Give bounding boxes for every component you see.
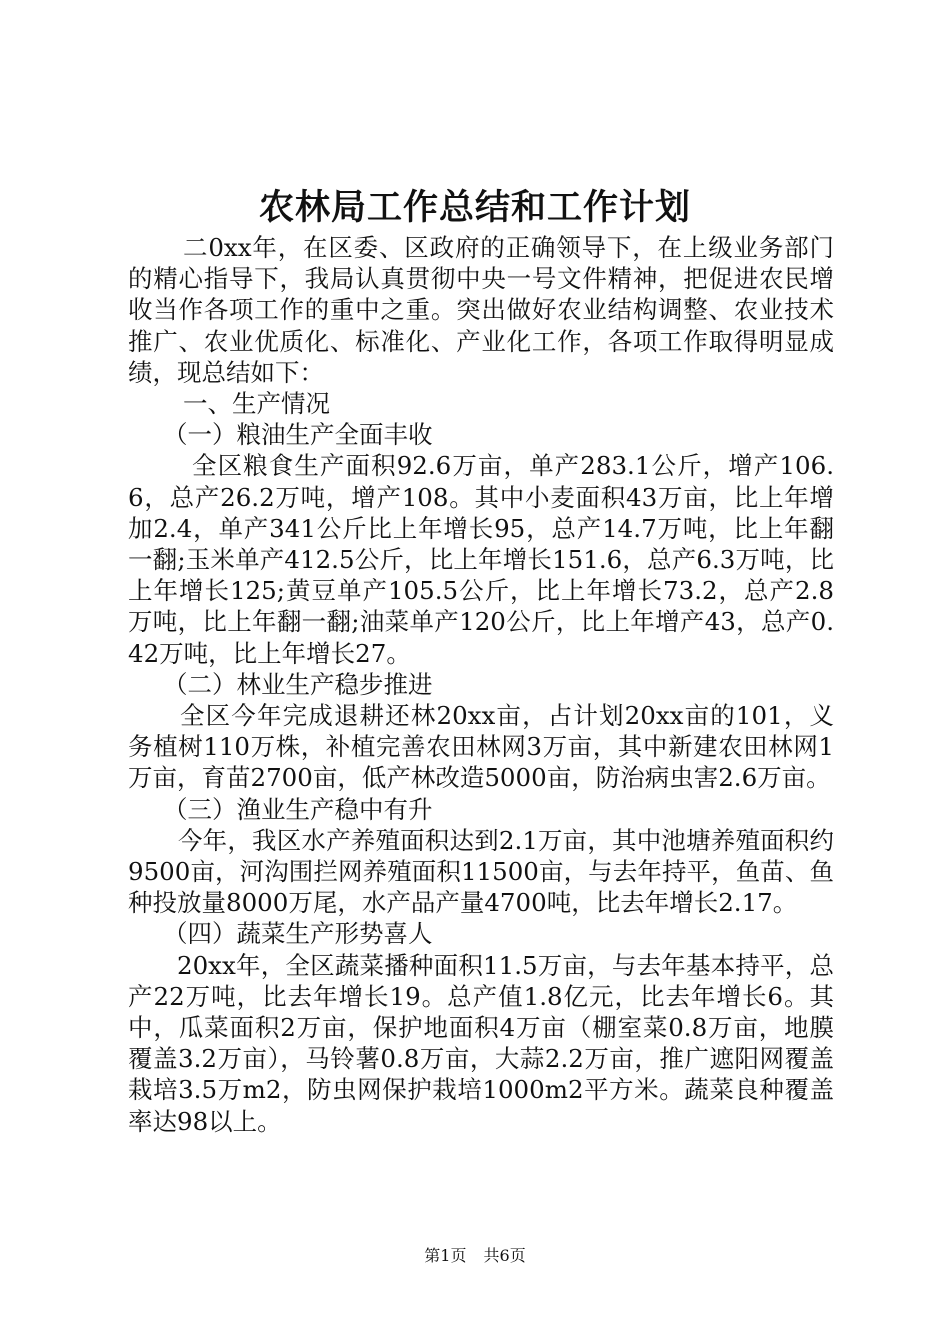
subsection-heading-vegetable: （四）蔬菜生产形势喜人 — [163, 919, 433, 949]
forestry-paragraph: 全区今年完成退耕还林20xx亩，占计划20xx亩的101，义务植树110万株，补植完善农田林网3万亩，其中新建农田林网1万亩，育苗2700亩，低产林改造5000亩，防治病虫害2.6万亩。 — [128, 701, 834, 793]
intro-paragraph: 二0xx年，在区委、区政府的正确领导下，在上级业务部门的精心指导下，我局认真贯彻中央一号文件精神，把促进农民增收当作各项工作的重中之重。突出做好农业结构调整、农业技术推广、农业优质化、标准化、产业化工作，各项工作取得明显成绩，现总结如下： — [128, 233, 834, 387]
page-number: 第1页 — [424, 1246, 467, 1265]
subsection-heading-grain: （一）粮油生产全面丰收 — [163, 420, 433, 450]
subsection-heading-fishery: （三）渔业生产稳中有升 — [163, 794, 433, 824]
document-body — [128, 232, 834, 1137]
page-total: 共6页 — [483, 1246, 526, 1265]
section-heading-production: 一、生产情况 — [183, 389, 330, 419]
document-title: 农林局工作总结和工作计划 — [258, 187, 691, 228]
vegetable-paragraph: 20xx年，全区蔬菜播种面积11.5万亩，与去年基本持平，总产22万吨，比去年增长19。总产值1.8亿元，比去年增长6。其中，瓜菜面积2万亩，保护地面积4万亩（棚室菜0.8万亩，地膜覆盖3.2万亩），马铃薯0.8万亩，大蒜2.2万亩，推广遮阳网覆盖栽培3.5万m2，防虫网保护栽培1000m2平方米。蔬菜良种覆盖率达98以上。 — [128, 950, 834, 1136]
fishery-paragraph: 今年，我区水产养殖面积达到2.1万亩，其中池塘养殖面积约9500亩，河沟围拦网养殖面积11500亩，与去年持平，鱼苗、鱼种投放量8000万尾，水产品产量4700吨，比去年增长2.17。 — [128, 825, 834, 918]
grain-paragraph: 全区粮食生产面积92.6万亩，单产283.1公斤，增产106.6，总产26.2万吨，增产108。其中小麦面积43万亩，比上年增加2.4，单产341公斤比上年增长95，总产14.7万吨，比上年翻一翻;玉米单产412.5公斤，比上年增长151.6，总产6.3万吨，比上年增长125;黄豆单产105.5公斤，比上年增长73.2，总产2.8万吨，比上年翻一翻;油菜单产120公斤，比上年增产43，总产0.42万吨，比上年增长27。 — [128, 451, 834, 668]
page-footer — [0, 1244, 950, 1268]
subsection-heading-forestry: （二）林业生产稳步推进 — [163, 669, 433, 699]
